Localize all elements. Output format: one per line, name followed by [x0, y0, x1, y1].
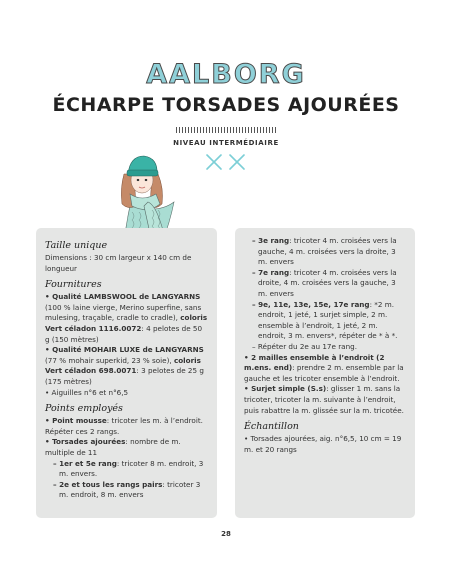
dimensions-text: Dimensions : 30 cm largeur x 140 cm de longueur [45, 253, 192, 273]
row-3-instruction: – 3e rang: tricoter 4 m. croisées vers la gauche, 4 m. croisées vers la droite, 3 m. envers [252, 236, 397, 267]
yarn2-details: (77 % mohair superkid, 23 % soie), coloris Vert céladon 698.0071: 3 pelotes de 25 g (175 mètres) [45, 355, 204, 386]
page-number: 28 [221, 530, 231, 538]
row-9-17-instruction: – 9e, 11e, 13e, 15e, 17e rang: *2 m. endroit, 1 jeté, 1 surjet simple, 2 m. ensemble à l’endroit, 1 jeté, 2 m. endroit, 3 m. envers*, répéter de * à *. [252, 299, 398, 341]
difficulty-level: NIVEAU INTERMÉDIAIRE [173, 139, 279, 147]
pattern-title: ÉCHARPE TORSADES AJOURÉES [52, 94, 400, 116]
lace-cable-stitch: • Torsades ajourées: nombre de m. multiple de 11 [45, 437, 181, 457]
pattern-brand-title: AALBORG [146, 59, 306, 90]
row-7-instruction: – 7e rang: tricoter 4 m. croisées vers la droite, 4 m. croisées vers la gauche, 3 m. envers [252, 267, 397, 298]
yarn1-name: • Qualité LAMBSWOOL de LANGYARNS [45, 292, 201, 302]
gauge-heading: Échantillon [244, 421, 299, 433]
needles-text: • Aiguilles n°6 et n°6,5 [45, 387, 129, 397]
k2tog-definition: • 2 mailles ensemble à l’endroit (2 m.ens. end): prendre 2 m. ensemble par la gauche et les tricoter ensemble à l’endroit. [244, 352, 404, 383]
gauge-text: • Torsades ajourées, aig. n°6,5, 10 cm = 19 m. et 20 rangs [244, 434, 402, 454]
yarn1-details: (100 % laine vierge, Merino superfine, sans mulesing, traçable, cradle to cradle), coloris Vert céladon 1116.0072: 4 pelotes de 50 g (150 mètres) [45, 302, 208, 344]
left-info-card [36, 228, 217, 518]
garter-stitch: • Point mousse: tricoter les m. à l’endroit. Répéter ces 2 rangs. [45, 416, 203, 436]
row-even-instruction: – 2e et tous les rangs pairs: tricoter 3 m. endroit, 8 m. envers [53, 479, 201, 500]
row-1-5-instruction: – 1er et 5e rang: tricoter 8 m. endroit, 3 m. envers. [53, 458, 204, 479]
skp-definition: • Surjet simple (S.s): glisser 1 m. sans la tricoter, tricoter la m. suivante à l’endroit, puis rabattre la m. glissée sur la m. tricotée. [244, 384, 404, 415]
right-info-card [235, 228, 415, 518]
stitches-heading: Points employés [45, 403, 123, 415]
yarn2-name: • Qualité MOHAIR LUXE de LANGYARNS [45, 345, 204, 355]
supplies-heading: Fournitures [45, 279, 102, 291]
difficulty-crosses-icon [204, 152, 248, 172]
decorative-hatch-divider [176, 127, 276, 133]
size-heading: Taille unique [45, 240, 108, 251]
repeat-instruction: – Répéter du 2e au 17e rang. [252, 341, 357, 351]
